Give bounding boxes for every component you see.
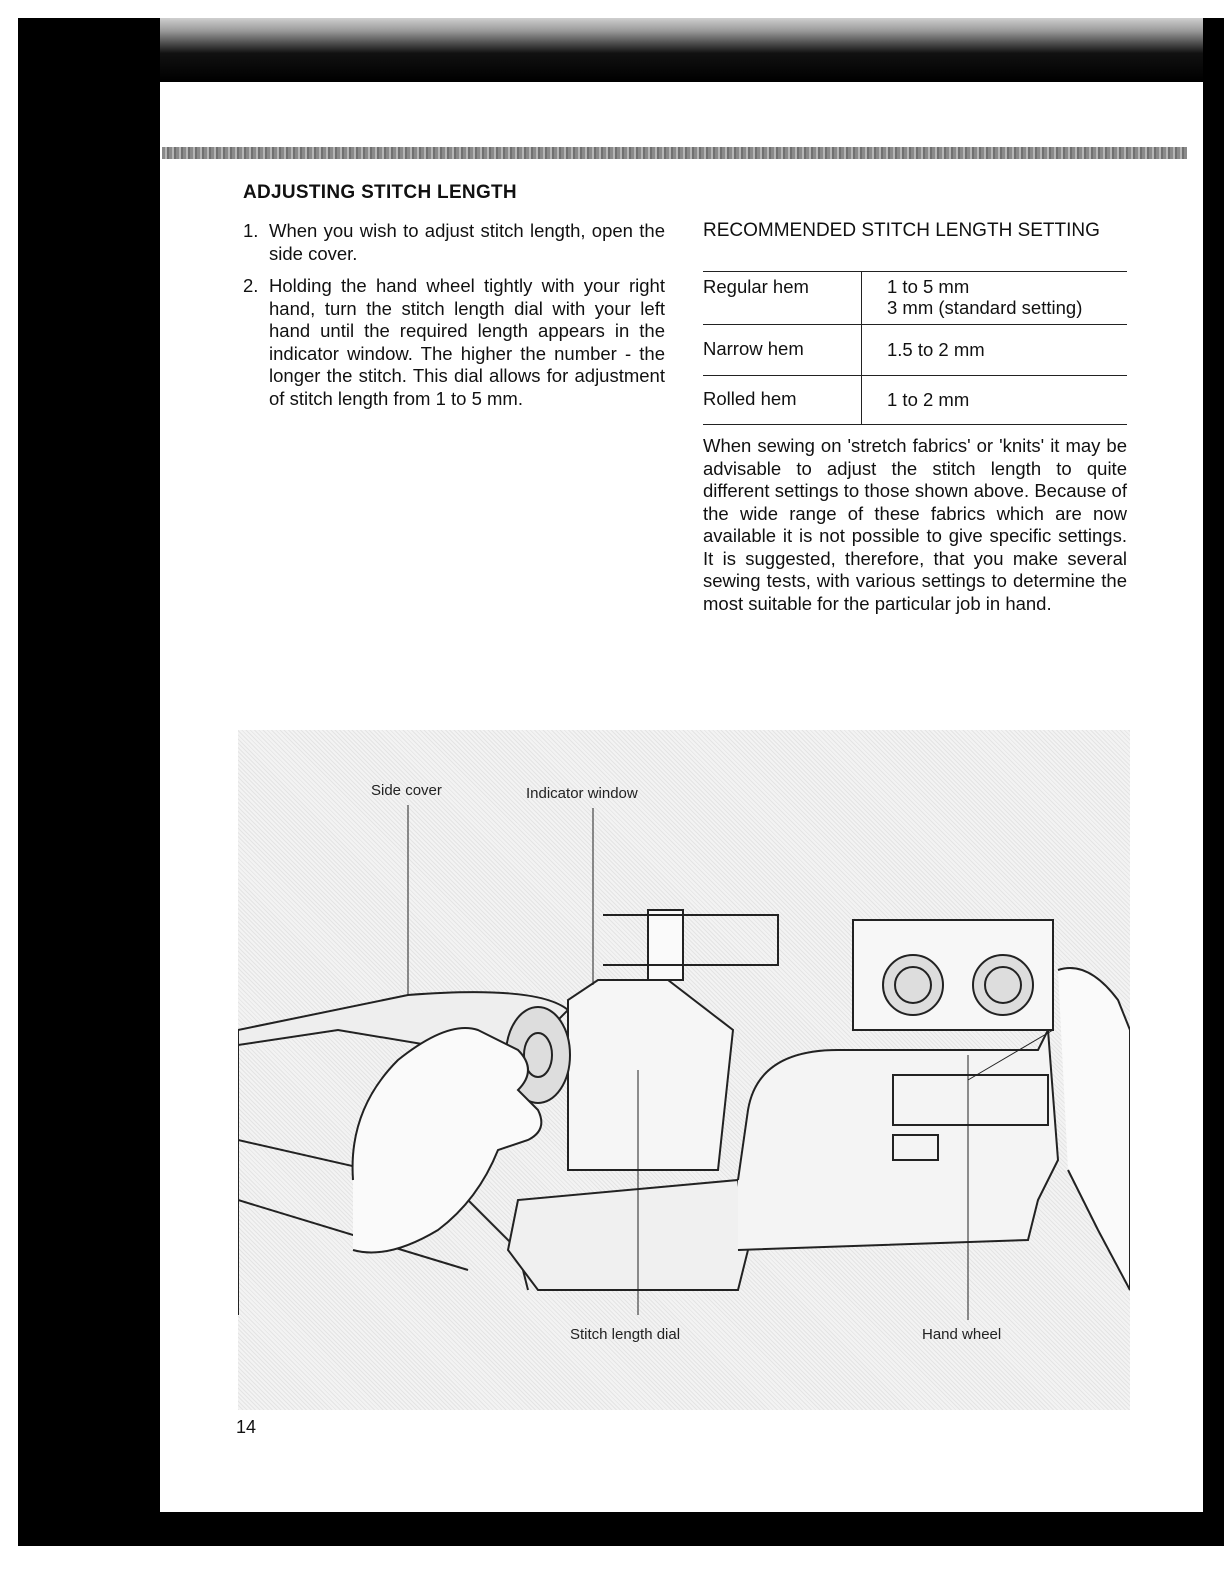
label-side-cover: Side cover: [371, 782, 442, 799]
step-item: [243, 220, 665, 265]
label-stitch-length-dial: Stitch length dial: [570, 1326, 681, 1343]
table-title: RECOMMENDED STITCH LENGTH SETTING: [703, 220, 1100, 241]
hem-type: Regular hem: [703, 272, 862, 325]
step-text: When you wish to adjust stitch length, open the side cover.: [269, 220, 665, 264]
label-indicator-window: Indicator window: [526, 785, 638, 802]
sewing-machine-drawing: [238, 730, 1130, 1410]
hem-type: Rolled hem: [703, 376, 862, 425]
step-number: 2.: [243, 275, 259, 296]
scan-border-top: [18, 18, 1224, 82]
scan-border-left: [18, 18, 160, 1546]
setting-value: 1.5 to 2 mm: [862, 325, 1128, 376]
step-text: Holding the hand wheel tightly with your right hand, turn the stitch length dial with your left hand until the required length appears in the indicator window. The higher the number - the longer the stitch. This dial allows for adjustment of stitch length from 1 to 5 mm.: [269, 275, 665, 409]
section-heading: ADJUSTING STITCH LENGTH: [243, 182, 517, 203]
setting-value: 1 to 5 mm: [887, 276, 970, 297]
table-row: [703, 376, 1127, 425]
steps-list: [243, 220, 665, 420]
table-row: [703, 272, 1127, 325]
scan-border-bottom: [18, 1512, 1224, 1546]
stretch-fabric-note: When sewing on 'stretch fabrics' or 'knits' it may be advisable to adjust the stitch length to quite different settings to those shown above. Because of the wide range of these fabrics which are now available it is not possible to give specific settings. It is suggested, therefore, that you make several sewing tests, with various settings to determine the most suitable for the particular job in hand.: [703, 435, 1127, 614]
sewing-machine-illustration: [238, 730, 1130, 1410]
setting-value: 1 to 2 mm: [862, 376, 1128, 425]
setting-cell: [862, 272, 1128, 325]
scan-border-right: [1203, 18, 1224, 1546]
stitch-length-table: [703, 271, 1127, 425]
step-number: 1.: [243, 220, 259, 241]
setting-note: 3 mm (standard setting): [887, 297, 1083, 318]
hem-type: Narrow hem: [703, 325, 862, 376]
page-number: 14: [236, 1417, 257, 1437]
label-hand-wheel: Hand wheel: [922, 1326, 1002, 1343]
step-item: [243, 275, 665, 410]
header-rule: [162, 147, 1187, 159]
table-row: [703, 325, 1127, 376]
